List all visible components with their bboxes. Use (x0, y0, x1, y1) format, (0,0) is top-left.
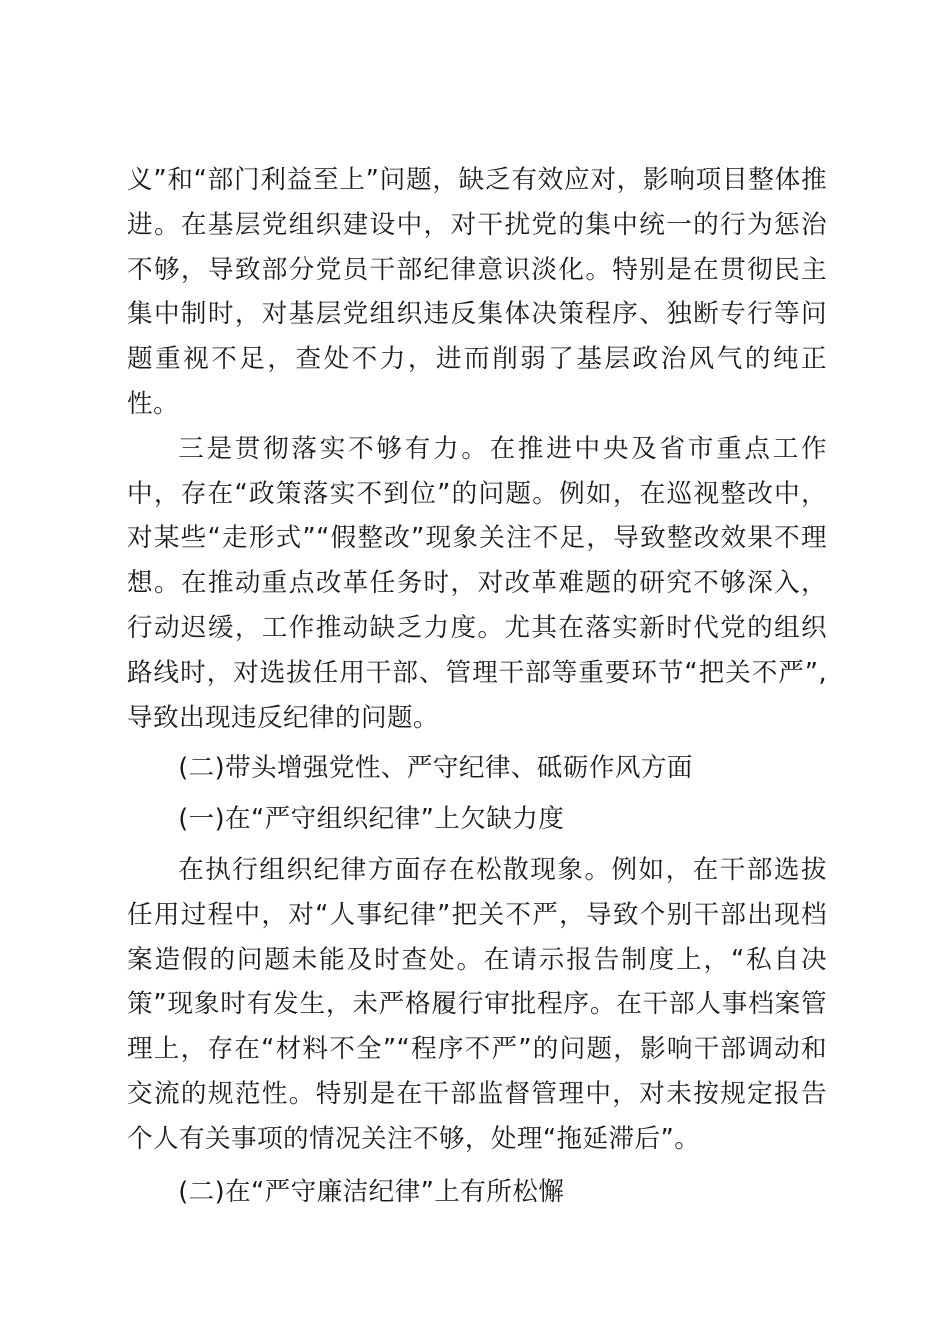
section-heading: (二)带头增强党性、严守纪律、砥砺作风方面 (178, 753, 693, 784)
paragraph-implementation: 三是贯彻落实不够有力。在推进中央及省市重点工作中，存在“政策落实不到位”的问题。例如，在巡视整改中，对某些“走形式”“假整改”现象关注不足，导致整改效果不理想。在推动重点改革任务时，对改革难题的研究不够深入，行动迟缓，工作推动缺乏力度。尤其在落实新时代党的组织路线时，对选拔任用干部、管理干部等重要环节“把关不严”,导致出现违反纪律的问题。 (127, 433, 827, 733)
paragraph-continuation: 义”和“部门利益至上”问题，缺乏有效应对，影响项目整体推进。在基层党组织建设中，对干扰党的集中统一的行为惩治不够，导致部分党员干部纪律意识淡化。特别是在贯彻民主集中制时，对基层党组织违反集体决策程序、独断专行等问题重视不足，查处不力，进而削弱了基层政治风气的纯正性。 (127, 165, 827, 419)
document-body (127, 158, 827, 1214)
paragraph-organization-discipline: 在执行组织纪律方面存在松散现象。例如，在干部选拔任用过程中，对“人事纪律”把关不严，导致个别干部出现档案造假的问题未能及时查处。在请示报告制度上，“私自决策”现象时有发生，未严格履行审批程序。在干部人事档案管理上，存在“材料不全”“程序不严”的问题，影响干部调动和交流的规范性。特别是在干部监督管理中，对未按规定报告个人有关事项的情况关注不够，处理“拖延滞后”。 (127, 854, 827, 1154)
subsection-heading-integrity: (二)在“严守廉洁纪律”上有所松懈 (178, 1176, 565, 1207)
subsection-heading-organization: (一)在“严守组织纪律”上欠缺力度 (178, 804, 565, 835)
